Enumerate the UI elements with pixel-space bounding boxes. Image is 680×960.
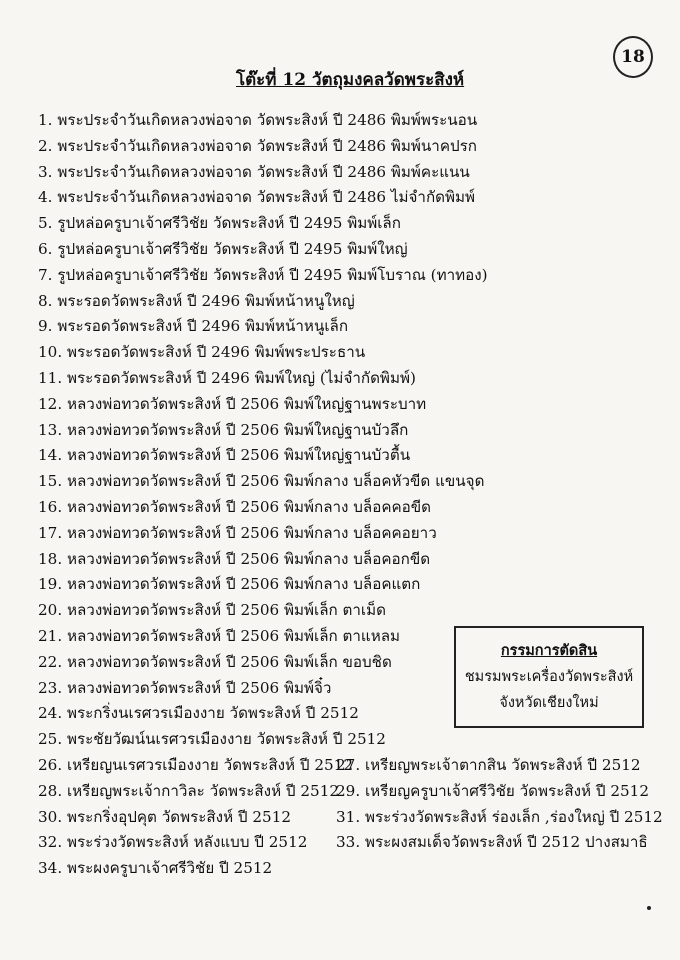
list-item [38, 856, 658, 882]
list-item [38, 469, 658, 495]
item-text: 17. หลวงพ่อทวดวัดพระสิงห์ ปี 2506 พิมพ์กลาง บล็อคคอยาว [38, 523, 437, 542]
item-text: 19. หลวงพ่อทวดวัดพระสิงห์ ปี 2506 พิมพ์กลาง บล็อคแตก [38, 575, 421, 594]
item-text-right: 31. พระร่วงวัดพระสิงห์ ร่องเล็ก ,ร่องใหญ่ ปี 2512 [336, 807, 663, 826]
judges-province: จังหวัดเชียงใหม่ [499, 695, 599, 711]
list-item [38, 418, 658, 444]
item-text-right: 29. เหรียญครูบาเจ้าศรีวิชัย วัดพระสิงห์ ปี 2512 [336, 781, 650, 800]
list-item-pair [38, 753, 658, 779]
item-text: 7. รูปหล่อครูบาเจ้าศรีวิชัย วัดพระสิงห์ ปี 2495 พิมพ์โบราณ (ทาทอง) [38, 265, 488, 284]
list-item [38, 366, 658, 392]
list-item [38, 443, 658, 469]
item-text: 4. พระประจำวันเกิดหลวงพ่อจาด วัดพระสิงห์ ปี 2486 ไม่จำกัดพิมพ์ [38, 188, 476, 207]
list-item [38, 108, 658, 134]
item-text: 16. หลวงพ่อทวดวัดพระสิงห์ ปี 2506 พิมพ์กลาง บล็อคคอขีด [38, 497, 432, 516]
list-item [38, 547, 658, 573]
page-title: โต๊ะที่ 12 วัตถุมงคลวัดพระสิงห์ [236, 70, 465, 90]
item-text: 10. พระรอดวัดพระสิงห์ ปี 2496 พิมพ์พระประธาน [38, 343, 366, 362]
list-item [38, 340, 658, 366]
item-text: 14. หลวงพ่อทวดวัดพระสิงห์ ปี 2506 พิมพ์ใหญ่ฐานบัวตื้น [38, 446, 411, 465]
item-text-left: 30. พระกริ่งอุปคุต วัดพระสิงห์ ปี 2512 [38, 807, 292, 826]
item-text: 15. หลวงพ่อทวดวัดพระสิงห์ ปี 2506 พิมพ์กลาง บล็อคหัวขีด แขนจุด [38, 472, 485, 491]
list-item [38, 495, 658, 521]
list-item [38, 727, 658, 753]
list-item [38, 572, 658, 598]
judges-club: ชมรมพระเครื่องวัดพระสิงห์ [464, 669, 634, 685]
list-item [38, 134, 658, 160]
list-item [38, 237, 658, 263]
list-item-pair [38, 830, 658, 856]
item-text: 3. พระประจำวันเกิดหลวงพ่อจาด วัดพระสิงห์ ปี 2486 พิมพ์คะแนน [38, 162, 470, 181]
item-text: 11. พระรอดวัดพระสิงห์ ปี 2496 พิมพ์ใหญ่ (ไม่จำกัดพิมพ์) [38, 368, 416, 387]
list-item [38, 598, 658, 624]
item-text: 12. หลวงพ่อทวดวัดพระสิงห์ ปี 2506 พิมพ์ใหญ่ฐานพระบาท [38, 394, 427, 413]
item-text: 5. รูปหล่อครูบาเจ้าศรีวิชัย วัดพระสิงห์ ปี 2495 พิมพ์เล็ก [38, 214, 401, 233]
item-text: 34. พระผงครูบาเจ้าศรีวิชัย ปี 2512 [38, 859, 273, 878]
item-text: 18. หลวงพ่อทวดวัดพระสิงห์ ปี 2506 พิมพ์กลาง บล็อคอกขีด [38, 549, 431, 568]
item-text: 23. หลวงพ่อทวดวัดพระสิงห์ ปี 2506 พิมพ์จิ๋ว [38, 678, 332, 697]
item-text: 9. พระรอดวัดพระสิงห์ ปี 2496 พิมพ์หน้าหนูเล็ก [38, 317, 349, 336]
item-text-left: 26. เหรียญนเรศวรเมืองงาย วัดพระสิงห์ ปี 2512 [38, 755, 354, 774]
item-text: 2. พระประจำวันเกิดหลวงพ่อจาด วัดพระสิงห์ ปี 2486 พิมพ์นาคปรก [38, 136, 477, 155]
item-text: 24. พระกริ่งนเรศวรเมืองงาย วัดพระสิงห์ ปี 2512 [38, 704, 359, 723]
item-text-right: 27. เหรียญพระเจ้าตากสิน วัดพระสิงห์ ปี 2512 [336, 755, 641, 774]
list-item [38, 185, 658, 211]
item-text: 22. หลวงพ่อทวดวัดพระสิงห์ ปี 2506 พิมพ์เล็ก ขอบชิด [38, 652, 392, 671]
item-text-right: 33. พระผงสมเด็จวัดพระสิงห์ ปี 2512 ปางสมาธิ [336, 833, 648, 852]
list-item [38, 289, 658, 315]
list-item-pair [38, 805, 663, 831]
item-text: 21. หลวงพ่อทวดวัดพระสิงห์ ปี 2506 พิมพ์เล็ก ตาแหลม [38, 626, 401, 645]
item-text: 20. หลวงพ่อทวดวัดพระสิงห์ ปี 2506 พิมพ์เล็ก ตาเม็ด [38, 601, 386, 620]
item-list [38, 108, 663, 882]
list-item [38, 263, 658, 289]
item-text: 25. พระชัยวัฒน์นเรศวรเมืองงาย วัดพระสิงห์ ปี 2512 [38, 730, 386, 749]
item-text-left: 32. พระร่วงวัดพระสิงห์ หลังแบบ ปี 2512 [38, 833, 308, 852]
page-number: 18 [613, 36, 653, 78]
item-text: 6. รูปหล่อครูบาเจ้าศรีวิชัย วัดพระสิงห์ ปี 2495 พิมพ์ใหญ่ [38, 239, 408, 258]
list-item [38, 211, 658, 237]
judges-box [454, 626, 644, 728]
item-text-left: 28. เหรียญพระเจ้ากาวิละ วัดพระสิงห์ ปี 2512 [38, 781, 340, 800]
stray-dot [647, 906, 651, 910]
list-item [38, 521, 658, 547]
list-item-pair [38, 779, 658, 805]
list-item [38, 314, 658, 340]
item-text: 13. หลวงพ่อทวดวัดพระสิงห์ ปี 2506 พิมพ์ใหญ่ฐานบัวลึก [38, 420, 409, 439]
item-text: 8. พระรอดวัดพระสิงห์ ปี 2496 พิมพ์หน้าหนูใหญ่ [38, 291, 355, 310]
judges-title: กรรมการตัดสิน [500, 642, 598, 659]
item-text: 1. พระประจำวันเกิดหลวงพ่อจาด วัดพระสิงห์ ปี 2486 พิมพ์พระนอน [38, 111, 478, 129]
list-item [38, 392, 658, 418]
list-item [38, 160, 658, 186]
